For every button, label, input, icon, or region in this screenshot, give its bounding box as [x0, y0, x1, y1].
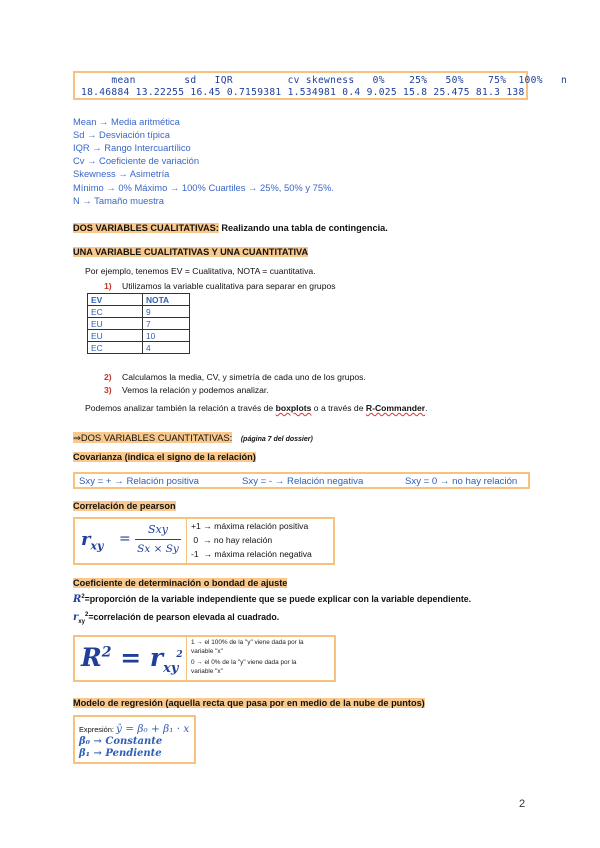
- regression-slope: β₁ → Pendiente: [79, 748, 162, 759]
- legend-sd: Sd → Desviación típica: [73, 129, 170, 140]
- divider: [186, 637, 187, 680]
- qual-quant-heading: UNA VARIABLE CUALITATIVAS Y UNA CUANTITATIVA: [73, 247, 309, 257]
- r2-note-2b: variable "x": [191, 668, 223, 675]
- pearson-item-plus: +1 → máxima relación positiva: [191, 521, 309, 531]
- two-quantitative-line: [73, 432, 313, 444]
- two-qualitative-line: [73, 223, 388, 233]
- legend-skewness: Skewness → Asimetría: [73, 168, 170, 179]
- table-row: EC 9: [88, 306, 190, 318]
- stats-output-box: [73, 71, 568, 100]
- covariance-zero: Sxy = 0 → no hay relación: [405, 476, 518, 487]
- determination-line-1: $R^2=proporción$ de la variable independiente que se puede explicar con la variable dependiente.: [73, 594, 472, 605]
- two-qualitative-text: Realizando una tabla de contingencia.: [218, 223, 388, 233]
- pearson-numerator: Sxy: [148, 523, 168, 536]
- determination-heading: Coeficiente de determinación o bondad de ajuste: [73, 578, 288, 588]
- also-analyze-line: Podemos analizar también la relación a través de boxplots o a través de R-Commander.: [85, 403, 428, 413]
- r2-note-1b: variable "x": [191, 648, 223, 655]
- divider: [186, 519, 187, 563]
- stats-header-row: mean sd IQR cv skewness 0% 25% 50% 75% 100% n: [81, 75, 568, 86]
- pearson-box: [73, 517, 335, 565]
- regression-box: [73, 715, 196, 764]
- regression-constant: β₀ → Constante: [79, 736, 163, 747]
- legend-n: N → Tamaño muestra: [73, 195, 165, 206]
- covariance-heading: Covarianza (indica el signo de la relación): [73, 452, 256, 462]
- table-header-row: [88, 294, 190, 306]
- arrow-icon: ⇒: [73, 432, 81, 443]
- two-qualitative-heading: DOS VARIABLES CUALITATIVAS:: [73, 223, 219, 233]
- pearson-lhs: $r_{xy}$: [81, 529, 104, 553]
- regression-expression: Expresión: ŷ = β₀ + β₁ · x: [79, 723, 190, 735]
- r-squared-formula: $R^2 = r_{xy}^2$: [81, 643, 183, 676]
- pearson-item-zero: 0 → no hay relación: [191, 535, 273, 545]
- r-squared-box: [73, 635, 336, 682]
- two-quantitative-heading: DOS VARIABLES CUANTITATIVAS:: [80, 432, 233, 443]
- step-2: 2) Calculamos la media, CV, y simetría de cada uno de los grupos.: [104, 372, 366, 382]
- table-row: EU 10: [88, 330, 190, 342]
- pearson-item-minus: -1 → máxima relación negativa: [191, 549, 312, 559]
- r2-note-2: 0 → el 0% de la "y" viene dada por la: [191, 659, 297, 666]
- covariance-box: [73, 472, 530, 489]
- table-header-nota: NOTA: [143, 294, 190, 306]
- covariance-positive: Sxy = + → Relación positiva: [79, 476, 199, 487]
- step-3: 3) Vemos la relación y podemos analizar.: [104, 385, 269, 395]
- r2-note-1: 1 → el 100% de la "y" viene dada por la: [191, 639, 304, 646]
- covariance-negative: Sxy = - → Relación negativa: [242, 476, 364, 487]
- determination-line-2: $r_{xy}^2=correlación$ de pearson elevada al cuadrado.: [73, 612, 280, 625]
- groups-table: [87, 293, 190, 354]
- legend-cv: Cv → Coeficiente de variación: [73, 155, 200, 166]
- fraction-bar: [135, 539, 181, 540]
- table-row: EC 4: [88, 342, 190, 354]
- table-header-ev: EV: [88, 294, 143, 306]
- legend-iqr: IQR → Rango Intercuartílico: [73, 142, 191, 153]
- regression-heading: Modelo de regresión (aquella recta que pasa por en medio de la nube de puntos): [73, 698, 425, 708]
- qual-quant-example: Por ejemplo, tenemos EV = Cualitativa, NOTA = cuantitativa.: [85, 266, 316, 276]
- pearson-heading: Correlación de pearson: [73, 501, 176, 511]
- page-number: 2: [519, 798, 526, 810]
- stats-values-row: 18.46884 13.22255 16.45 0.7159381 1.534981 0.4 9.025 15.8 25.475 81.3 138: [81, 87, 525, 98]
- pearson-equals: =: [119, 531, 131, 547]
- legend-mean: Mean → Media aritmética: [73, 116, 180, 127]
- dossier-note: (página 7 del dossier): [240, 436, 313, 443]
- step-1: 1) Utilizamos la variable cualitativa para separar en grupos: [104, 281, 336, 291]
- pearson-denominator: Sx × Sy: [137, 543, 179, 555]
- legend-quantiles: Mínimo → 0% Máximo → 100% Cuartiles → 25%, 50% y 75%.: [73, 182, 335, 193]
- table-row: EU 7: [88, 318, 190, 330]
